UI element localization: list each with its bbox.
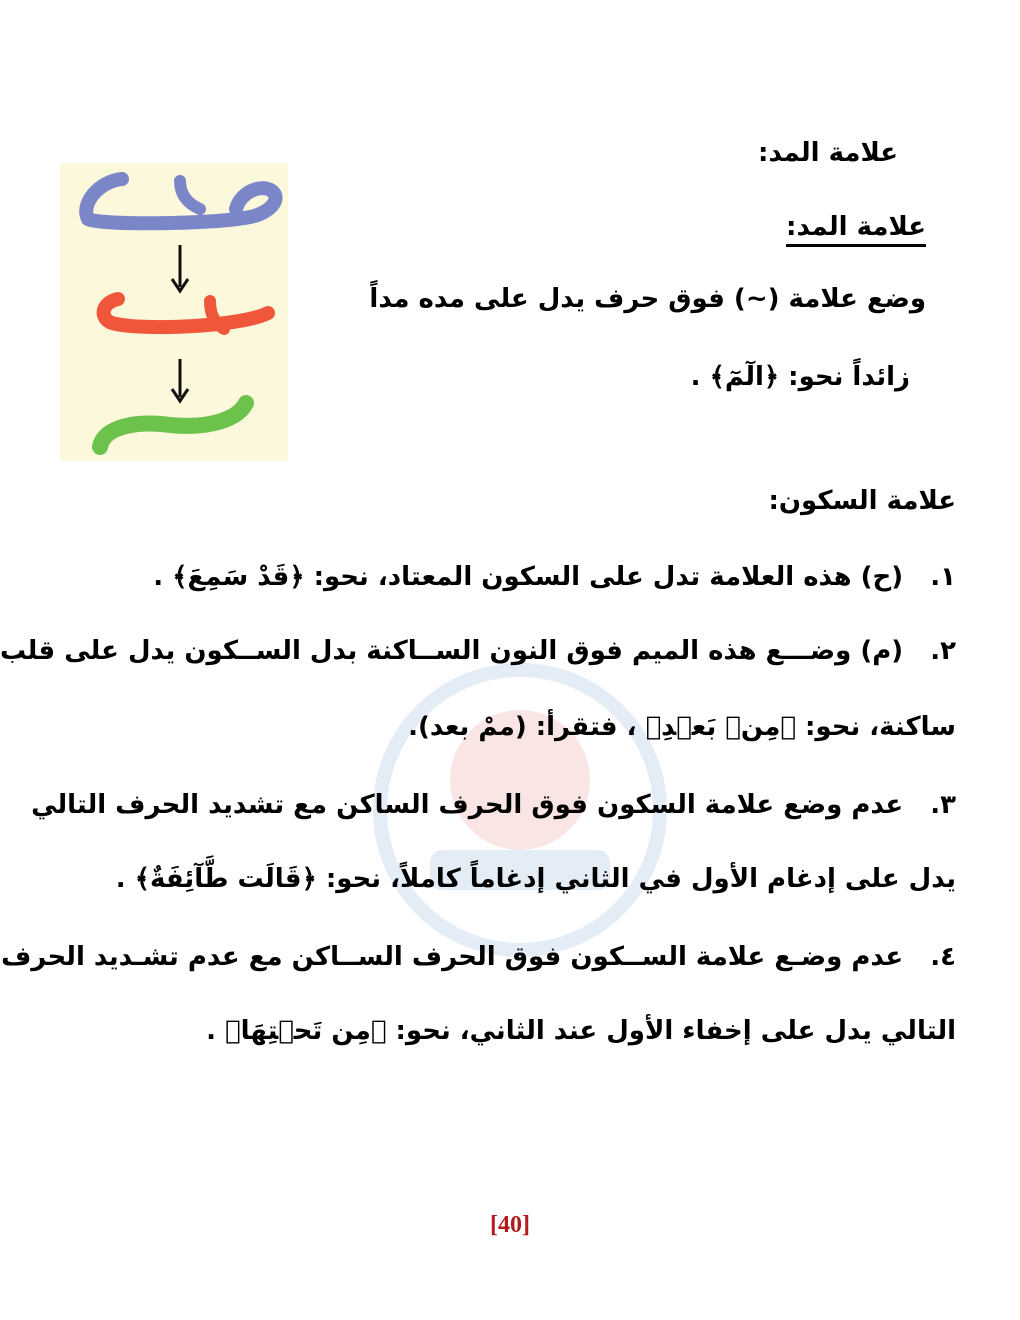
madd-text-line-2: زائداً نحو: ﴿الٓمٓ﴾ .	[690, 362, 910, 392]
item-text: عدم وضع علامة السكون فوق الحرف الساكن مع تشديد الحرف التالي	[31, 790, 904, 820]
item-text: (ح) هذه العلامة تدل على السكون المعتاد، نحو: ﴿قَدْ سَمِعَ﴾ .	[153, 562, 904, 592]
item-number: ٢.	[930, 636, 956, 666]
sukun-item-4	[1, 942, 956, 972]
item-number: ١.	[930, 562, 956, 592]
madd-text-line-1: وضع علامة (~) فوق حرف يدل على مده مداً	[369, 284, 926, 314]
madd-subheading: علامة المد:	[786, 212, 926, 247]
page-number: [40]	[490, 1212, 530, 1238]
item-text: (م) وضـــع هذه الميم فوق النون الســاكنة بدل الســكون يدل على قلب	[0, 636, 904, 666]
sukun-item-2	[0, 636, 956, 666]
madd-heading: علامة المد:	[758, 138, 898, 168]
item-text: عدم وضـع علامة الســكون فوق الحرف الســاكن مع عدم تشـديد الحرف	[1, 942, 904, 972]
sukun-item-3-continued: يدل على إدغام الأول في الثاني إدغاماً كاملاً، نحو: ﴿قَالَت طَّآئِفَةٌ﴾ .	[115, 864, 956, 894]
sukun-heading: علامة السكون:	[768, 486, 956, 516]
sukun-item-3	[31, 790, 956, 820]
madd-illustration	[60, 163, 288, 461]
sukun-item-4-continued: التالي يدل على إخفاء الأول عند الثاني، نحو: ﴿مِن تَحۡتِهَا﴾ .	[206, 1016, 956, 1046]
sukun-item-2-continued: ساكنة، نحو: ﴿مِنۢ بَعۡدِ﴾ ، فتقرأ: (ممْ بعد).	[408, 712, 956, 742]
item-number: ٣.	[930, 790, 956, 820]
sukun-item-1	[153, 562, 956, 592]
item-number: ٤.	[930, 942, 956, 972]
